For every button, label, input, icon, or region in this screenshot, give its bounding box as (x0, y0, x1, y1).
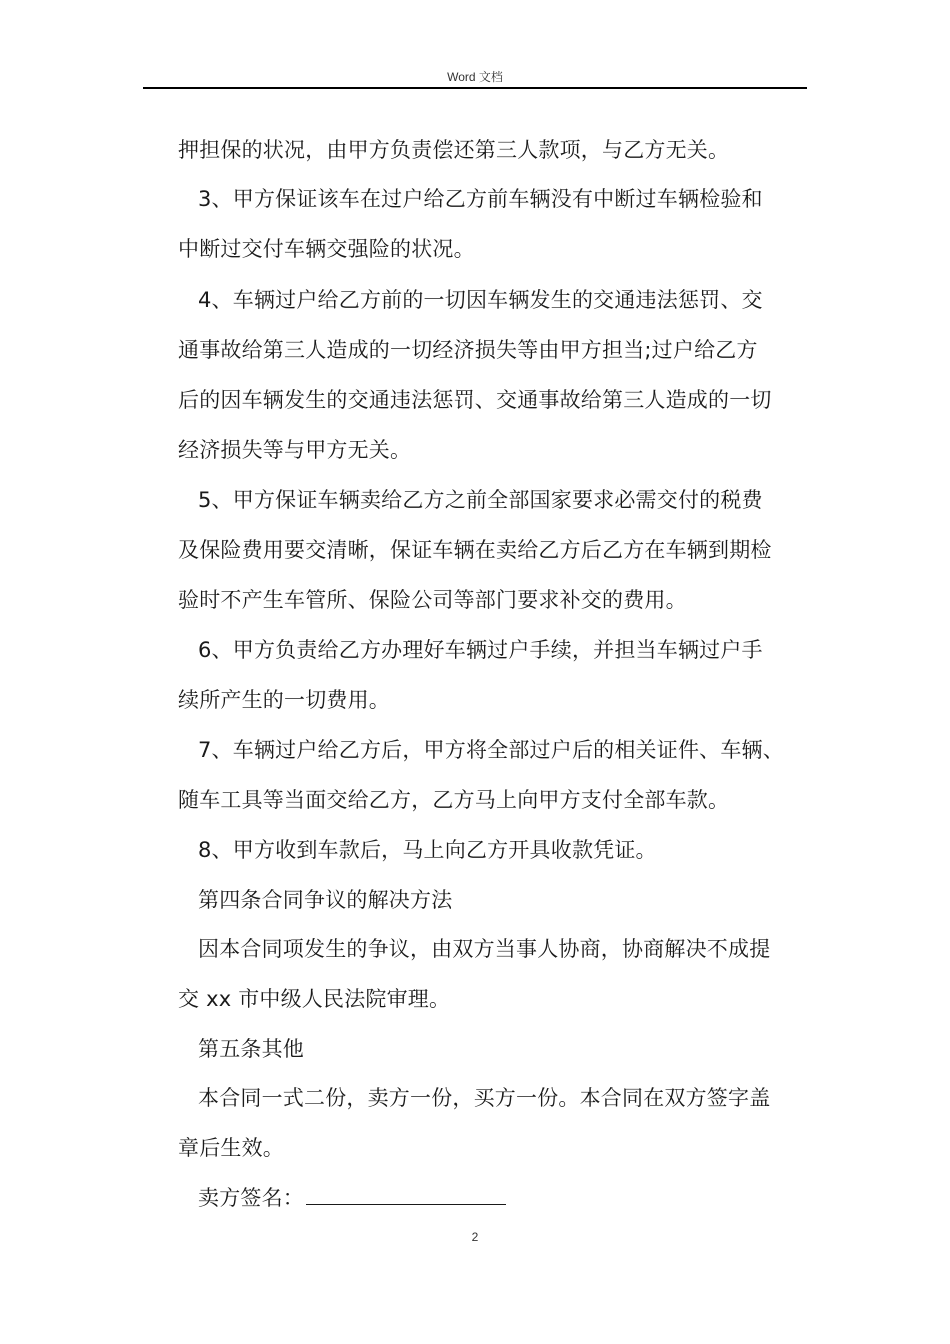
page-header-title: Word 文档 (447, 70, 503, 84)
paragraph-line: 本合同一式二份，卖方一份，买方一份。本合同在双方签字盖 (198, 1086, 771, 1110)
header-divider (143, 87, 807, 89)
clause-3-line: 3、甲方保证该车在过户给乙方前车辆没有中断过车辆检验和 (198, 187, 763, 211)
page-number: 2 (471, 1230, 479, 1244)
paragraph-line: 押担保的状况，由甲方负责偿还第三人款项，与乙方无关。 (178, 138, 730, 162)
paragraph-line: 通事故给第三人造成的一切经济损失等由甲方担当;过户给乙方 (178, 338, 758, 362)
paragraph-line: 后的因车辆发生的交通违法惩罚、交通事故给第三人造成的一切 (178, 388, 772, 412)
paragraph-line: 随车工具等当面交给乙方，乙方马上向甲方支付全部车款。 (178, 788, 730, 812)
seller-signature-line (306, 1184, 506, 1205)
paragraph-line: 续所产生的一切费用。 (178, 688, 390, 712)
paragraph-line: 章后生效。 (178, 1136, 284, 1160)
clause-4-line: 4、车辆过户给乙方前的一切因车辆发生的交通违法惩罚、交 (198, 288, 763, 312)
clause-7-line: 7、车辆过户给乙方后，甲方将全部过户后的相关证件、车辆、 (198, 738, 784, 762)
clause-5-line: 5、甲方保证车辆卖给乙方之前全部国家要求必需交付的税费 (198, 488, 763, 512)
clause-6-line: 6、甲方负责给乙方办理好车辆过户手续，并担当车辆过户手 (198, 638, 763, 662)
seller-signature-row (198, 1184, 828, 1213)
paragraph-line: 交 xx 市中级人民法院审理。 (178, 987, 451, 1011)
seller-signature-label: 卖方签名： (198, 1186, 304, 1210)
paragraph-line: 中断过交付车辆交强险的状况。 (178, 237, 475, 261)
paragraph-line: 及保险费用要交清晰，保证车辆在卖给乙方后乙方在车辆到期检 (178, 538, 772, 562)
paragraph-line: 经济损失等与甲方无关。 (178, 438, 412, 462)
clause-8-line: 8、甲方收到车款后，马上向乙方开具收款凭证。 (198, 838, 657, 862)
article-4-heading: 第四条合同争议的解决方法 (198, 888, 453, 912)
article-5-heading: 第五条其他 (198, 1037, 304, 1061)
paragraph-line: 验时不产生车管所、保险公司等部门要求补交的费用。 (178, 588, 687, 612)
paragraph-line: 因本合同项发生的争议，由双方当事人协商，协商解决不成提 (198, 937, 771, 961)
